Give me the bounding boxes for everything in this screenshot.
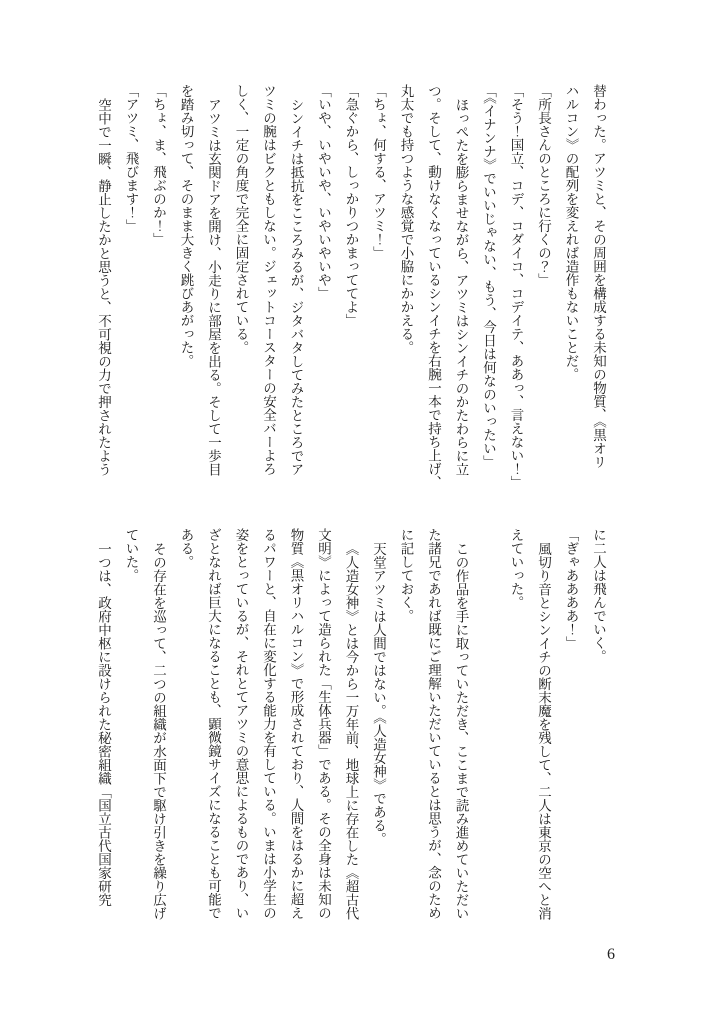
text-line: ていた。 — [123, 528, 139, 582]
text-line: 物質《黒オリハルコン》で形成されており、人間をはるかに超え — [288, 528, 304, 920]
text-line: ほっぺたを膨らませながら、アツミはシンイチのかたわらに立 — [453, 98, 469, 476]
text-line: 丸太でも持つような感覚で小脇にかかえる。 — [398, 84, 414, 354]
text-line: ある。 — [178, 528, 194, 569]
text-line: 替わった。アツミと、その周囲を構成する未知の物質、《黒オリ — [591, 84, 606, 469]
text-line: ハルコン》の配列を変えれば造作もないことだ。 — [563, 84, 579, 381]
text-line: 姿をとっているが、それとてアツミの意思によるものであり、い — [233, 528, 249, 920]
text-line: 「いや、いやいや、いやいやいや」 — [316, 84, 331, 300]
text-block-bottom — [90, 528, 613, 942]
text-line: 「急ぐから、しっかりつかまっててよ」 — [343, 84, 359, 327]
text-line: 一つは、政府中枢に設けられた秘密組織「国立古代国家研究 — [96, 542, 111, 907]
text-line: つ。そして、動けなくなっているシンイチを右腕一本で持ち上げ、 — [426, 84, 441, 489]
text-line: 「そう！国立、コデ、コダイコ、コデイテ、ああっ、言えない！」 — [508, 84, 524, 489]
blank-line — [475, 528, 503, 942]
text-line: に二人は飛んでいく。 — [591, 528, 606, 663]
text-line: 「ぎゃああああ！」 — [563, 528, 579, 650]
text-line: ツミの腕はビクともしない。ジェットコースターの安全バーよろ — [261, 84, 276, 476]
text-line: 空中で一瞬、静止したかと思うと、不可視の力で押されたよう — [96, 98, 111, 476]
text-line: 「アツミ、飛びます！」 — [123, 84, 139, 233]
text-line: シンイチは抵抗をこころみるが、ジタバタしてみたところでア — [288, 98, 304, 476]
text-line: 天堂アツミは人間ではない。《人造女神》である。 — [371, 542, 386, 846]
text-line: るパワーと、自在に変化する能力を有している。いまは小学生の — [261, 528, 276, 920]
text-line: しく、一定の角度で完全に固定されている。 — [233, 84, 249, 354]
text-line: ざとなれば巨大になることも、顕微鏡サイズになることも可能で — [206, 528, 221, 920]
text-line: に記しておく。 — [398, 528, 414, 623]
text-line: た諸兄であれば既にご理解いただいているとは思うが、念のため — [426, 528, 441, 920]
text-line: 「ちょ、何する、アツミ！」 — [371, 84, 386, 260]
page-number: 6 — [607, 946, 615, 963]
text-line: 《人造女神》とは今から一万年前、地球上に存在した《超古代 — [343, 542, 359, 920]
text-line: 文明》によって造られた「生体兵器」である。その全身は未知の — [316, 528, 331, 920]
text-line: 「《イナンナ》でいいじゃない、もう、今日は何なのいったい」 — [481, 84, 496, 469]
text-line: その存在を巡って、二つの組織が水面下で駆け引きを繰り広げ — [151, 542, 166, 920]
text-line: を踏み切って、そのまま大きく跳びあがった。 — [178, 84, 194, 368]
text-line: 「ちょ、ま、飛ぶのか！」 — [151, 84, 166, 246]
text-line: この作品を手に取っていただき、ここまで読み進めていただい — [453, 542, 469, 920]
text-line: 風切り音とシンイチの断末魔を残して、二人は東京の空へと消 — [536, 542, 551, 920]
text-line: 「所長さんのところに行くの？」 — [536, 84, 551, 287]
text-line: アツミは玄関ドアを開け、小走りに部屋を出る。そして一歩目 — [206, 98, 221, 476]
text-block-top — [90, 84, 613, 498]
text-line: えていった。 — [508, 528, 524, 609]
